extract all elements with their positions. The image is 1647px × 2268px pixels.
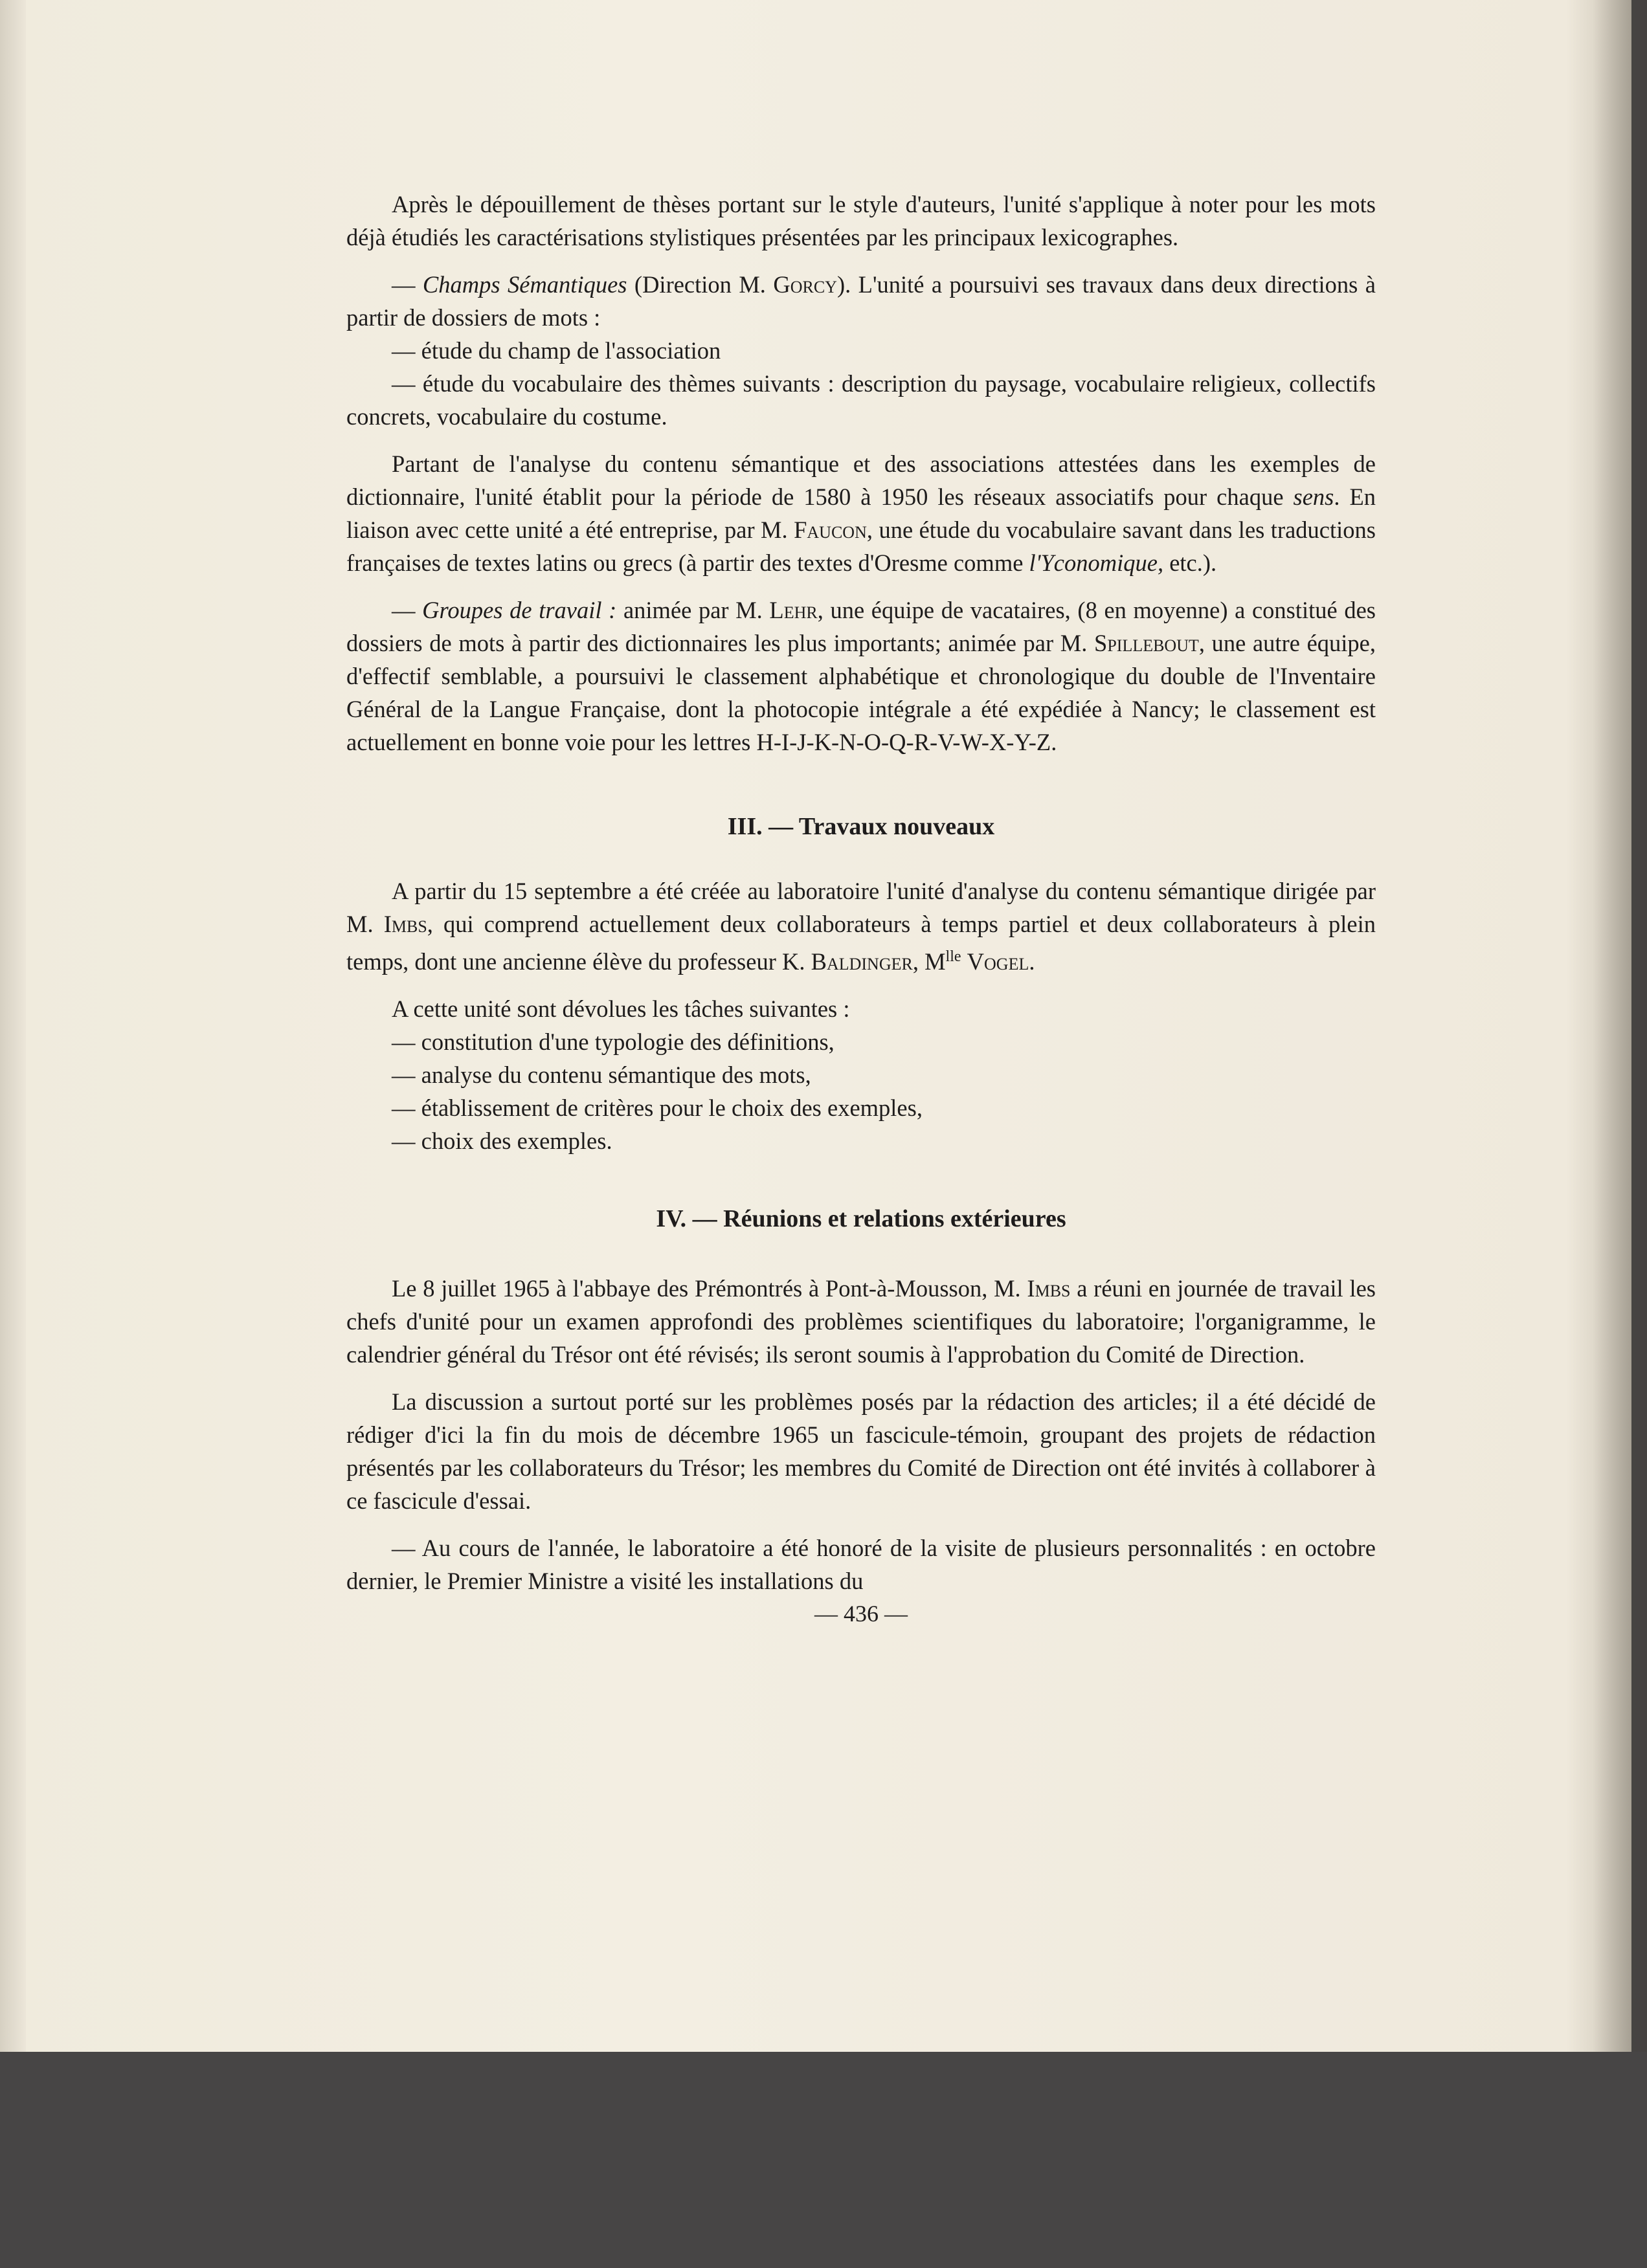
paragraph-visite: — Au cours de l'année, le laboratoire a été honoré de la visite de plusieurs personnalités : en octobre dernier, le Premier Ministre a visité les installations du xyxy=(346,1535,1376,1595)
paragraph-groupes: — Groupes de travail : animée par M. Lehr, une équipe de vacataires, (8 en moyenne) a constitué des dossiers de mots à partir des dictionnaires les plus importants; animée par M. Spillebout, une autre équipe, d'effectif semblable, a poursuivi le classement alphabétique et chronologique du double de l'Inventaire Général de la Langue Française, dont la photocopie intégrale a été expédiée à Nancy; le classement est actuellement en bonne voie pour les lettres H-I-J-K-N-O-Q-R-V-W-X-Y-Z. xyxy=(346,597,1376,755)
work-title: l'Yconomique, xyxy=(1029,550,1164,576)
person-name: Gorcy xyxy=(773,271,837,298)
paragraph-reunion: Le 8 juillet 1965 à l'abbaye des Prémontrés à Pont-à-Mousson, M. Imbs a réuni en journée de travail les chefs d'unité pour un examen approfondi des problèmes scientifiques du laboratoire; l'organigramme, le calendrier général du Trésor ont été révisés; ils seront soumis à l'approbation du Comité de Direction. xyxy=(346,1275,1376,1368)
list-item: — choix des exemples. xyxy=(392,1128,612,1155)
list-item: — étude du vocabulaire des thèmes suivants : description du paysage, vocabulaire religieux, collectifs concrets, vocabulaire du costume. xyxy=(346,370,1376,430)
scanner-background xyxy=(0,2052,1647,2268)
list-item: — étude du champ de l'association xyxy=(392,337,721,364)
page-body xyxy=(346,188,1376,1630)
person-name: Baldinger xyxy=(811,948,913,975)
list-item: — constitution d'une typologie des définitions, xyxy=(392,1028,835,1056)
tasks-intro: A cette unité sont dévolues les tâches suivantes : xyxy=(392,995,850,1023)
list-item: — établissement de critères pour le choix des exemples, xyxy=(392,1095,923,1122)
page-edge-shadow xyxy=(1593,0,1647,2052)
paragraph-nouveaux: A partir du 15 septembre a été créée au laboratoire l'unité d'analyse du contenu sémantique dirigée par M. Imbs, qui comprend actuellement deux collaborateurs à temps partiel et deux collaborateurs à plein temps, dont une ancienne élève du professeur K. Baldinger, $M^{lle}$ Vogel. xyxy=(346,878,1376,975)
section-heading-4: IV. — Réunions et relations extérieures xyxy=(656,1205,1066,1233)
person-name: Faucon xyxy=(794,517,867,543)
person-name: Spillebout xyxy=(1094,630,1199,656)
paragraph-style: Après le dépouillement de thèses portant sur le style d'auteurs, l'unité s'applique à noter pour les mots déjà étudiés les caractérisations stylistiques présentées par les principaux lexicographes. xyxy=(346,191,1376,250)
person-name: Imbs xyxy=(383,911,427,937)
paragraph-partant: Partant de l'analyse du contenu sémantique et des associations attestées dans les exemples de dictionnaire, l'unité établit pour la période de 1580 à 1950 les réseaux associatifs pour chaque sens. En liaison avec cette unité a été entreprise, par M. Faucon, une étude du vocabulaire savant dans les traductions françaises de textes latins ou grecs (à partir des textes d'Oresme comme l'Yconomique, etc.). xyxy=(346,450,1376,576)
person-name: Vogel xyxy=(967,948,1029,975)
paragraph-discussion: La discussion a surtout porté sur les problèmes posés par la rédaction des articles; il a été décidé de rédiger d'ici la fin du mois de décembre 1965 un fascicule-témoin, groupant des projets de rédaction présentés par les collaborateurs du Trésor; les membres du Comité de Direction ont été invités à collaborer à ce fascicule d'essai. xyxy=(346,1388,1376,1515)
section-title-groupes: Groupes de travail : xyxy=(422,597,617,623)
person-name: Imbs xyxy=(1027,1275,1071,1302)
list-item: — analyse du contenu sémantique des mots, xyxy=(392,1062,811,1089)
paragraph-champs: — Champs Sémantiques (Direction M. Gorcy). L'unité a poursuivi ses travaux dans deux directions à partir de dossiers de mots : xyxy=(346,271,1376,331)
dash: — xyxy=(392,271,423,298)
section-heading-3: III. — Travaux nouveaux xyxy=(727,813,995,840)
person-name: Lehr xyxy=(769,597,818,623)
binding-gutter xyxy=(0,0,26,2052)
page-number: — 436 — xyxy=(814,1601,908,1627)
section-title-champs: Champs Sémantiques xyxy=(422,271,627,298)
